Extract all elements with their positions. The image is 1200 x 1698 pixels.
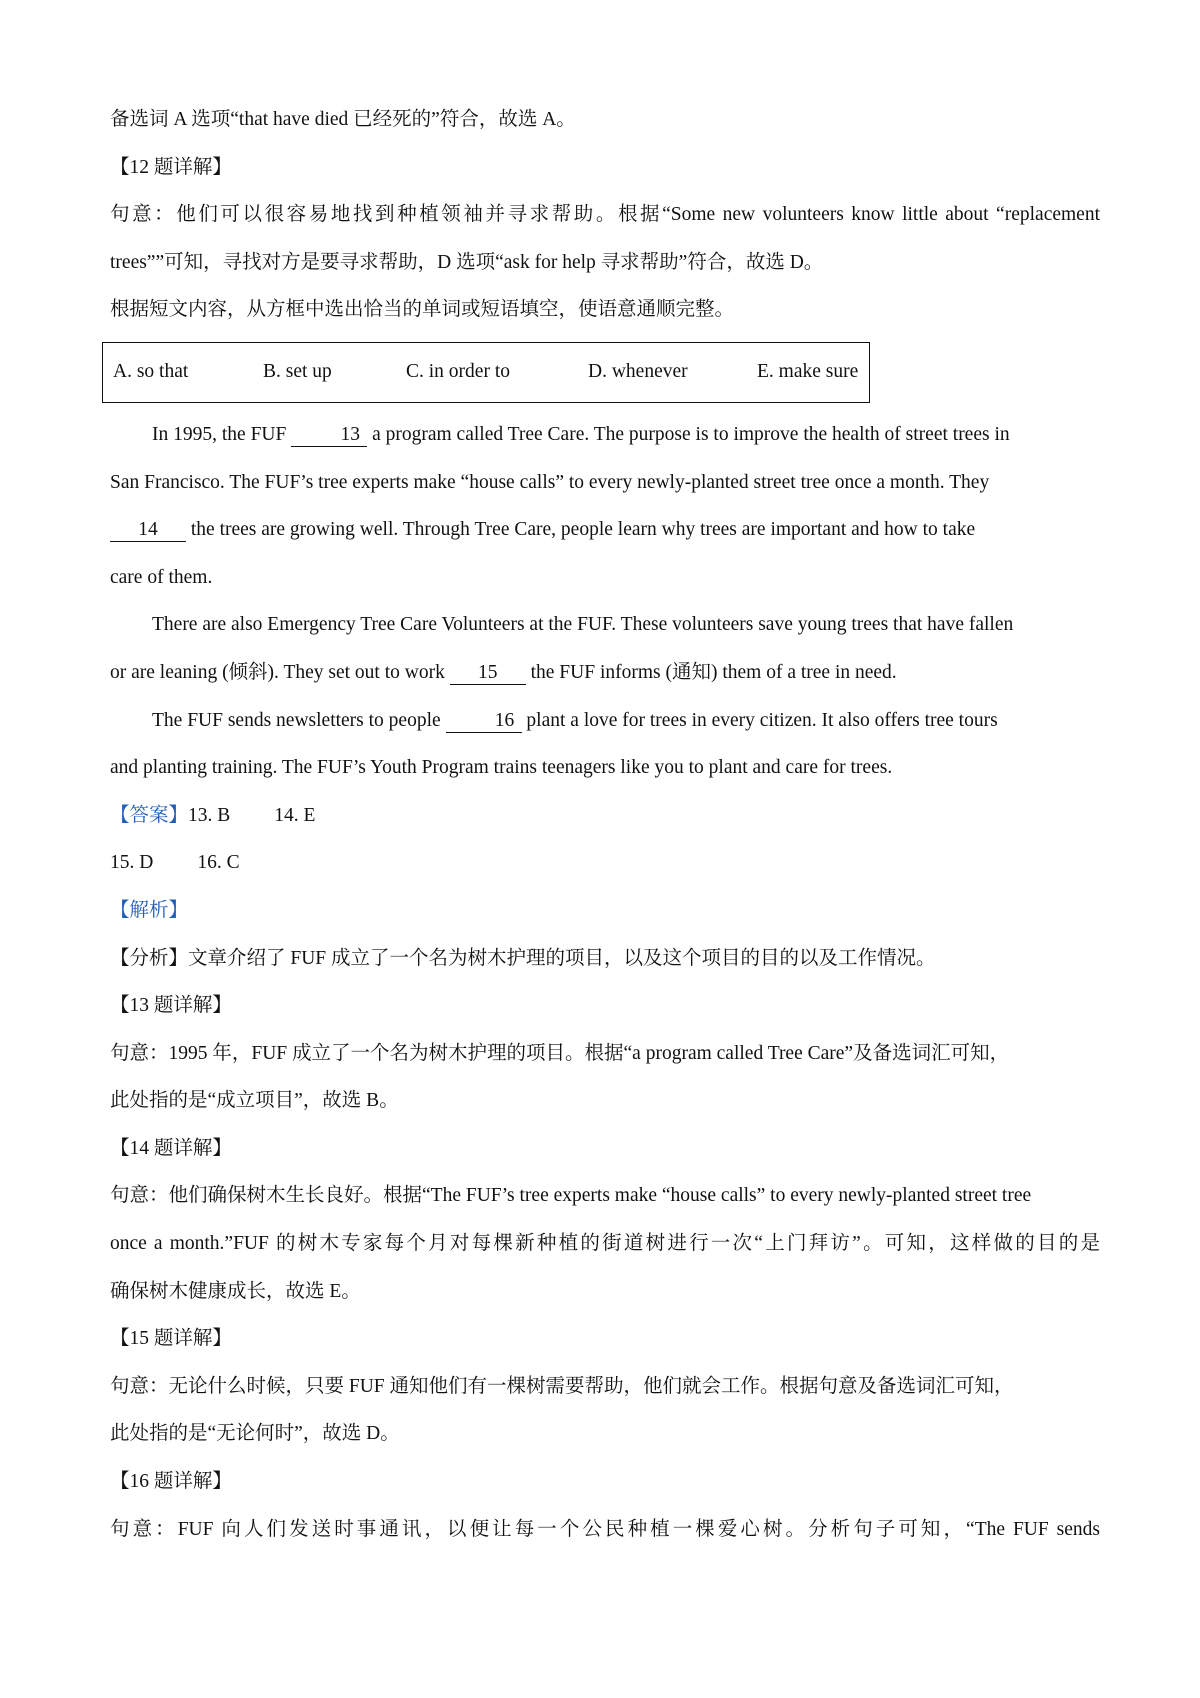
section-heading-16: 【16 题详解】 [110, 1471, 232, 1493]
text-line: 句意：FUF 向人们发送时事通讯，以便让每一个公民种植一棵爱心树。分析句子可知，“The FUF sends [110, 1518, 1100, 1540]
answer-line [110, 792, 1100, 840]
passage-line [110, 506, 1100, 554]
text-line: 备选词 A 选项“that have died 已经死的”符合，故选 A。 [110, 109, 576, 130]
text-line: trees””可知，寻找对方是要寻求帮助，D 选项“ask for help 寻求帮助”符合，故选 D。 [110, 251, 824, 273]
option-e: E. make sure [757, 361, 859, 383]
option-a: A. so that [113, 361, 189, 383]
passage-line: care of them. [110, 566, 213, 588]
answer-line [110, 839, 1100, 887]
text-line: 确保树木健康成长，故选 E。 [110, 1280, 361, 1302]
passage-text: The FUF sends newsletters to people [152, 709, 446, 731]
blank-13: 13 [291, 424, 367, 447]
section-heading-13: 【13 题详解】 [110, 995, 232, 1017]
analysis-summary: 【分析】文章介绍了 FUF 成立了一个名为树木护理的项目，以及这个项目的目的以及工作情况。 [110, 947, 936, 969]
passage-line [110, 649, 1100, 697]
passage-text: or are leaning (倾斜). They set out to work [110, 661, 450, 683]
text-line: once a month.”FUF 的树木专家每个月对每棵新种植的街道树进行一次“上门拜访”。可知，这样做的目的是 [110, 1233, 1100, 1255]
text-line: 句意：他们可以很容易地找到种植领袖并寻求帮助。根据“Some new volunteers know little about “replacement [110, 204, 1100, 226]
answer-16: 16. C [197, 852, 240, 874]
text-line: 句意：他们确保树木生长良好。根据“The FUF’s tree experts make “house calls” to every newly-planted street tree [110, 1185, 1032, 1207]
passage-text: the trees are growing well. Through Tree Care, people learn why trees are important and how to take [186, 519, 976, 541]
passage-text: a program called Tree Care. The purpose is to improve the health of street trees in [367, 423, 1010, 445]
section-heading-15: 【15 题详解】 [110, 1328, 232, 1350]
blank-15: 15 [450, 662, 526, 685]
text-line: 此处指的是“成立项目”，故选 B。 [110, 1090, 399, 1112]
blank-14: 14 [110, 519, 186, 542]
passage-text: plant a love for trees in every citizen. It also offers tree tours [521, 709, 998, 731]
option-b: B. set up [263, 361, 332, 383]
passage-text: the FUF informs (通知) them of a tree in need. [525, 661, 897, 683]
instruction-line: 根据短文内容，从方框中选出恰当的单词或短语填空，使语意通顺完整。 [110, 299, 735, 321]
option-c: C. in order to [406, 361, 510, 383]
text-line: 句意：无论什么时候，只要 FUF 通知他们有一棵树需要帮助，他们就会工作。根据句意及备选词汇可知， [110, 1375, 1014, 1397]
answer-13: 13. B [188, 804, 231, 826]
analysis-label: 【解析】 [110, 899, 189, 921]
answer-label: 【答案】 [110, 804, 189, 826]
passage-line: and planting training. The FUF’s Youth Program trains teenagers like you to plant and care for trees. [110, 757, 893, 779]
text-line: 句意：1995 年，FUF 成立了一个名为树木护理的项目。根据“a program called Tree Care”及备选词汇可知， [110, 1042, 1010, 1064]
answer-15: 15. D [110, 852, 154, 874]
section-heading-12: 【12 题详解】 [110, 156, 232, 178]
document-page [110, 96, 1100, 1553]
section-heading-14: 【14 题详解】 [110, 1137, 232, 1159]
passage-line: There are also Emergency Tree Care Volunteers at the FUF. These volunteers save young trees that have fallen [152, 614, 1014, 636]
passage-text: In 1995, the FUF [152, 423, 292, 445]
blank-16: 16 [446, 710, 522, 733]
answer-14: 14. E [274, 804, 316, 826]
option-d: D. whenever [588, 361, 688, 383]
word-bank-box [102, 342, 870, 403]
passage-line [110, 411, 1100, 459]
passage-line [110, 697, 1100, 745]
passage-line: San Francisco. The FUF’s tree experts make “house calls” to every newly-planted street tree once a month. They [110, 471, 990, 493]
text-line: 此处指的是“无论何时”，故选 D。 [110, 1423, 400, 1445]
